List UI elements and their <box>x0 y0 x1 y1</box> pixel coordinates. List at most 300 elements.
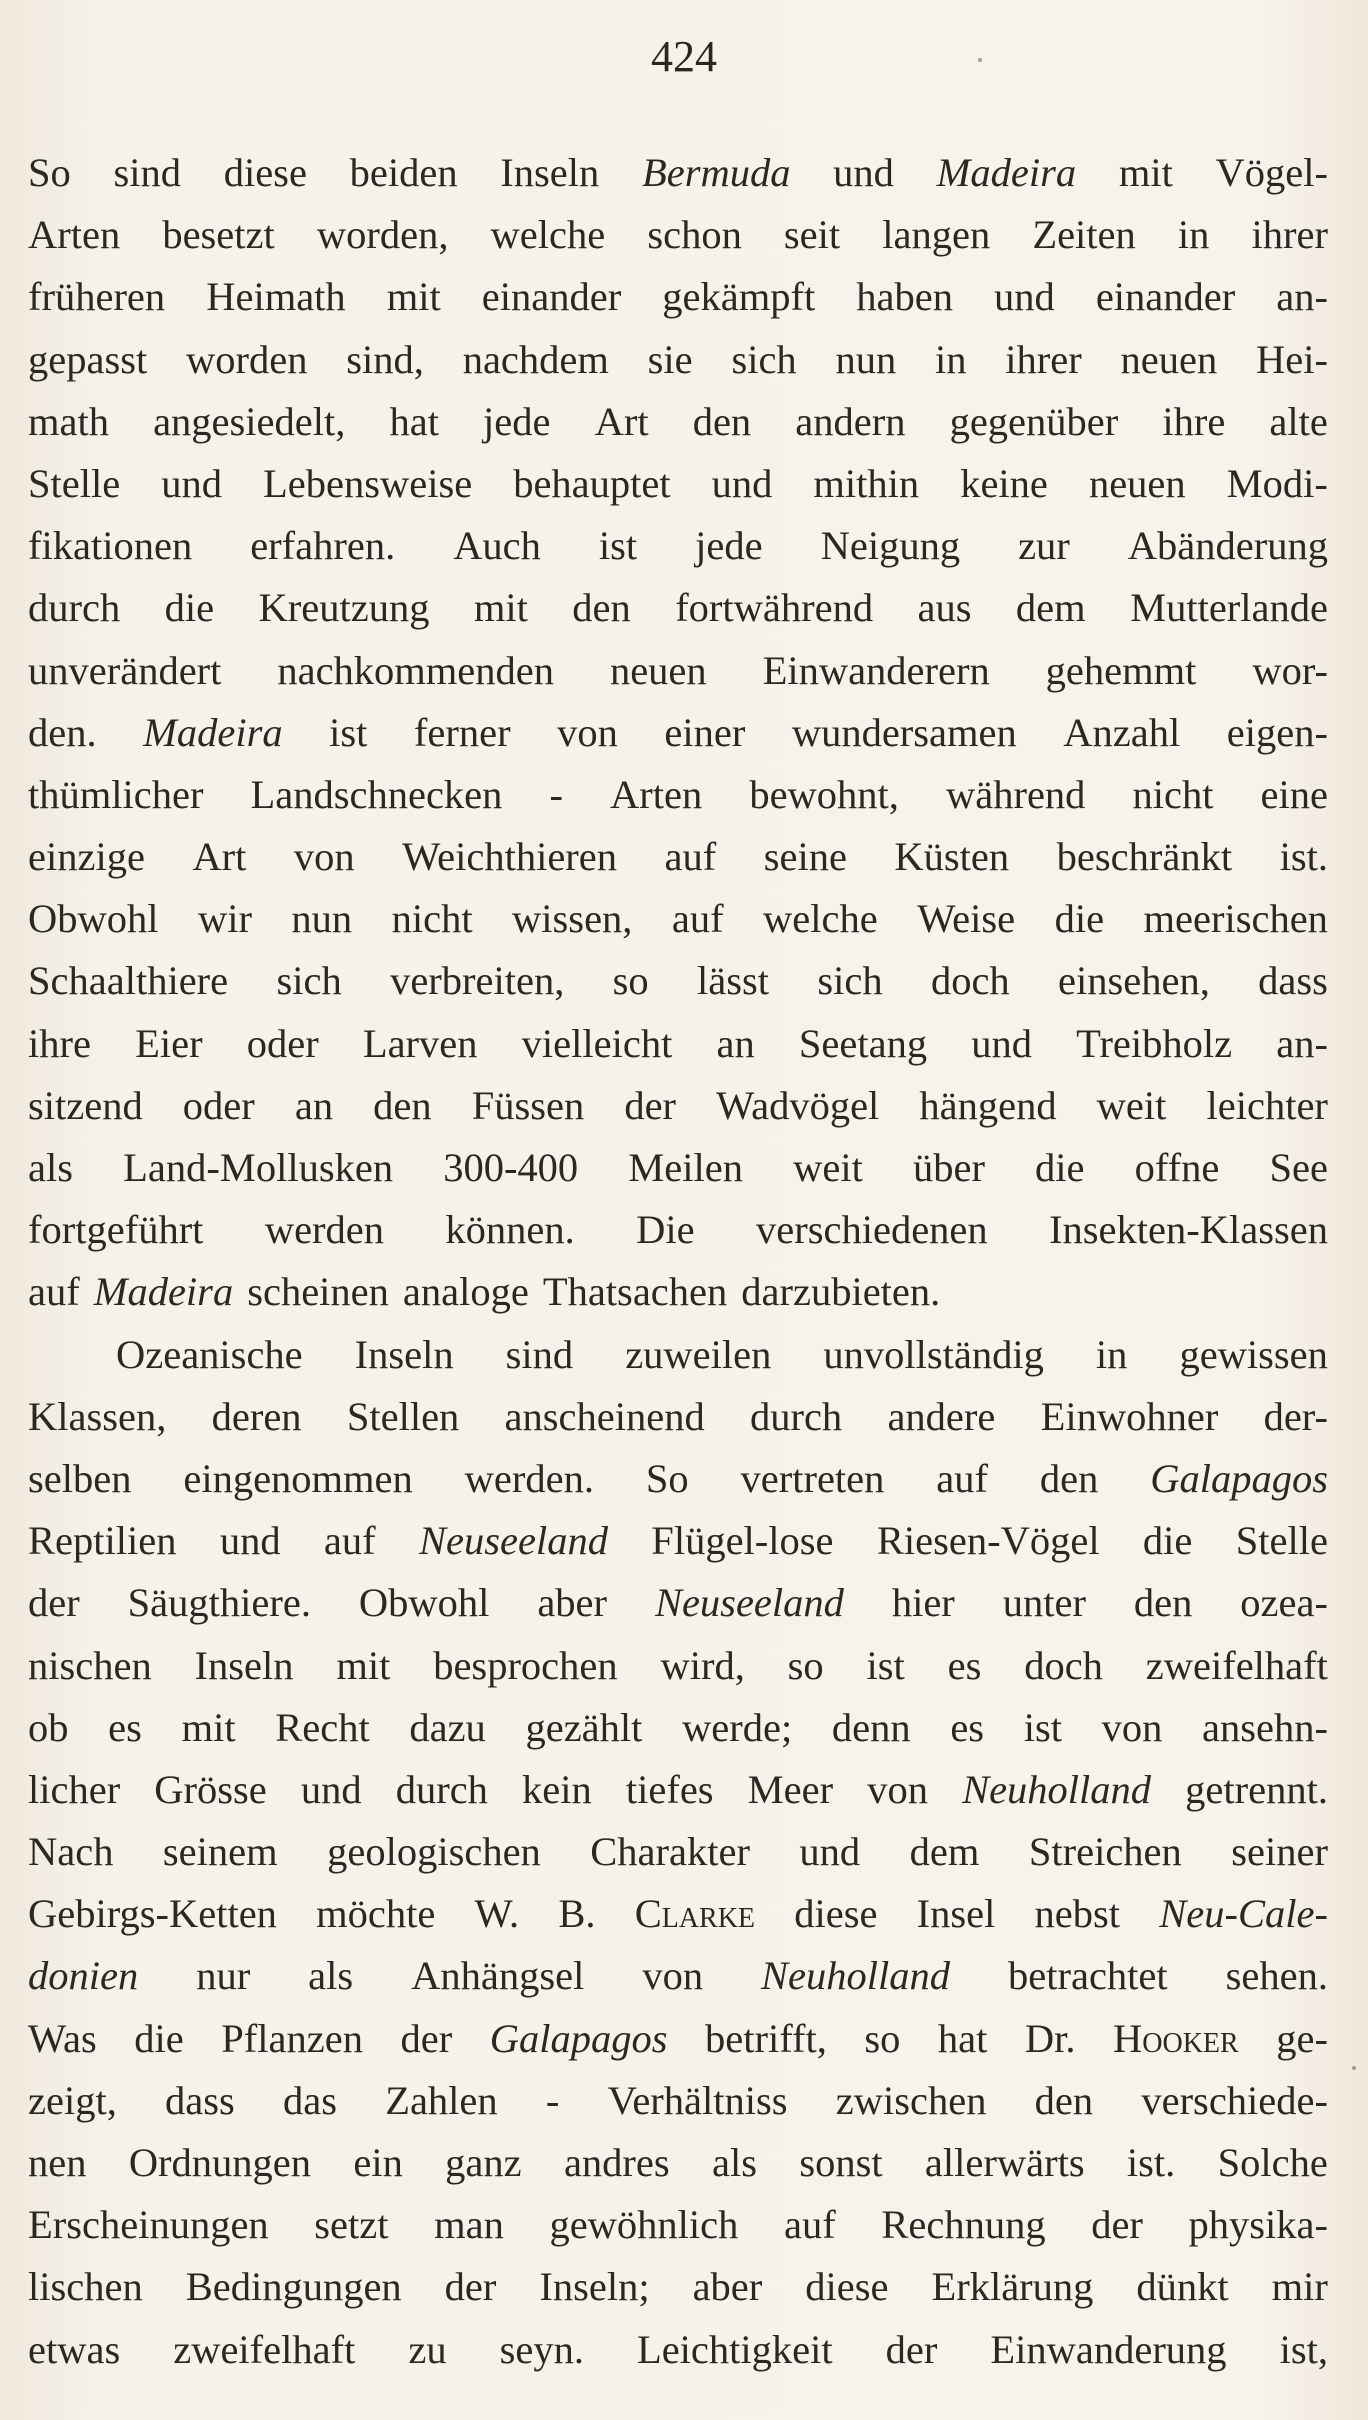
ink-speck <box>1352 2066 1356 2070</box>
word: einsehen, <box>1058 958 1210 1004</box>
word: Ordnungen <box>128 2140 312 2185</box>
text-line <box>28 515 1328 577</box>
word: ob <box>28 1704 69 1750</box>
italic-word: donien <box>28 1953 139 1999</box>
text-line <box>28 1510 1328 1572</box>
word: diese <box>223 150 307 195</box>
word: über <box>912 1145 985 1190</box>
word: diese <box>794 1891 878 1937</box>
word: tiefes <box>625 1766 714 1812</box>
word: analoge <box>402 1269 529 1315</box>
word: den <box>373 1082 432 1128</box>
word: nur <box>196 1953 251 1999</box>
italic-word: Neuholland <box>962 1766 1152 1812</box>
word: ist, <box>1279 2326 1328 2372</box>
word: Landschnecken <box>250 771 503 817</box>
text-line <box>28 1386 1328 1448</box>
word: an <box>294 1082 334 1128</box>
word: nun <box>835 336 897 382</box>
word: betrifft, <box>704 2015 827 2061</box>
word: werde; <box>682 1704 793 1750</box>
word: So <box>645 1455 689 1501</box>
word: einander <box>481 274 622 320</box>
word: Inseln <box>354 1331 454 1377</box>
word: mit <box>181 1704 236 1750</box>
text-line <box>28 2319 1328 2381</box>
word: nachkommenden <box>277 647 555 693</box>
word: Art <box>192 834 247 880</box>
word: deren <box>211 1393 302 1439</box>
word: wundersamen <box>791 709 1017 755</box>
word: 300-400 <box>443 1145 579 1190</box>
word: sie <box>647 336 693 382</box>
italic-word: Madeira <box>93 1269 234 1315</box>
word: oder <box>246 1020 319 1066</box>
text-line <box>28 1883 1328 1945</box>
word: - <box>549 771 563 817</box>
word: Mutterlande <box>1130 585 1328 631</box>
word: Solche <box>1217 2140 1328 2185</box>
word: nun <box>291 896 353 942</box>
word: etwas <box>28 2326 121 2372</box>
word: es <box>108 1704 142 1750</box>
word: beschränkt <box>1056 834 1233 880</box>
word: gegenüber <box>949 398 1119 444</box>
word: an- <box>1276 1020 1328 1066</box>
word: Recht <box>275 1704 370 1750</box>
word: während <box>945 771 1086 817</box>
word: Weise <box>917 896 1016 942</box>
word: andere <box>887 1393 996 1439</box>
word: Weichthieren <box>402 834 618 880</box>
word: nebst <box>1034 1891 1121 1937</box>
text-line <box>28 1261 1328 1323</box>
word: sich <box>731 336 797 382</box>
word: Erscheinungen <box>28 2202 269 2248</box>
word: Was <box>28 2015 97 2061</box>
word: mit <box>336 1642 391 1688</box>
word: mit <box>473 585 528 631</box>
word: ist. <box>1126 2140 1176 2185</box>
word: und <box>971 1020 1032 1066</box>
word: darzubieten. <box>741 1269 941 1315</box>
word: Auch <box>453 523 541 569</box>
word: langen <box>882 212 991 258</box>
word: Neigung <box>820 523 961 569</box>
text-line <box>28 950 1328 1012</box>
word: gekämpft <box>662 274 816 320</box>
text-line <box>28 1075 1328 1137</box>
word: Pflanzen <box>221 2015 363 2061</box>
word: ferner <box>413 709 511 755</box>
word: selben <box>28 1455 132 1501</box>
word: ganz <box>445 2140 522 2185</box>
word: Kreutzung <box>258 585 430 631</box>
word: dem <box>1015 585 1086 631</box>
word: einer <box>664 709 746 755</box>
word: doch <box>1024 1642 1103 1688</box>
word: aber <box>692 2264 763 2310</box>
word: leichter <box>1206 1082 1328 1128</box>
text-line <box>28 2008 1328 2070</box>
italic-word: Madeira <box>936 150 1077 195</box>
word: jede <box>695 523 763 569</box>
word: mit <box>1118 150 1173 195</box>
word: Heimath <box>206 274 346 320</box>
word: können. <box>445 1207 575 1253</box>
word: zweifelhaft <box>1145 1642 1328 1688</box>
word: wir <box>197 896 252 942</box>
word: der <box>885 2326 938 2372</box>
word: der- <box>1263 1393 1328 1439</box>
word: Einwanderern <box>762 647 990 693</box>
word: mit <box>386 274 441 320</box>
word: früheren <box>28 274 166 320</box>
word: und <box>994 274 1055 320</box>
italic-word: Galapagos <box>489 2015 668 2061</box>
word: Hei- <box>1256 336 1328 382</box>
word: Flügel-lose <box>651 1518 834 1564</box>
word: den <box>692 398 752 444</box>
word: Art <box>594 398 649 444</box>
body-text <box>28 142 1328 2381</box>
word: behauptet <box>513 460 671 506</box>
word: andern <box>795 398 906 444</box>
word: fortgeführt <box>28 1207 204 1253</box>
text-line <box>28 577 1328 639</box>
text-line <box>28 1013 1328 1075</box>
word: geologischen <box>327 1829 541 1875</box>
word: hat <box>389 398 439 444</box>
word: zu <box>408 2326 447 2372</box>
word: ihre <box>28 1020 91 1066</box>
word: Treibholz <box>1076 1020 1233 1066</box>
word: nen <box>28 2140 87 2185</box>
word: allerwärts <box>924 2140 1085 2185</box>
word: auf <box>671 896 724 942</box>
word: bewohnt, <box>749 771 899 817</box>
word: vielleicht <box>521 1020 673 1066</box>
text-line <box>28 2132 1328 2194</box>
word: von <box>293 834 355 880</box>
word: thümlicher <box>28 771 204 817</box>
word: Obwohl <box>358 1580 490 1626</box>
word: Stelle <box>1235 1518 1328 1564</box>
word: Bedingungen <box>185 2264 402 2310</box>
word: auf <box>784 2202 836 2248</box>
word: ge- <box>1276 2015 1328 2061</box>
word: unvollständig <box>823 1331 1044 1377</box>
word: sonst <box>799 2140 883 2185</box>
word: angesiedelt, <box>153 398 346 444</box>
italic-word: Neuseeland <box>418 1518 608 1564</box>
word: Charakter <box>590 1829 750 1875</box>
word: eingenommen <box>183 1455 413 1501</box>
text-line <box>28 702 1328 764</box>
text-line <box>28 329 1328 391</box>
text-line <box>28 826 1328 888</box>
word: so <box>864 2015 901 2061</box>
word: seit <box>783 212 841 258</box>
word: Modi- <box>1226 460 1328 506</box>
word: die <box>1035 1145 1085 1190</box>
word: gezählt <box>525 1704 643 1750</box>
word: der <box>28 1580 80 1626</box>
word: wor- <box>1252 647 1328 693</box>
word: beiden <box>349 150 458 195</box>
word: von <box>867 1766 928 1812</box>
word: Schaalthiere <box>28 958 229 1004</box>
word: seinem <box>162 1829 278 1875</box>
word: lässt <box>697 958 770 1004</box>
word: diese <box>805 2264 889 2310</box>
word: Larven <box>362 1020 478 1066</box>
text-line <box>28 2194 1328 2256</box>
word: weit <box>1096 1082 1167 1128</box>
text-line <box>28 640 1328 702</box>
word: ist <box>329 709 368 755</box>
word: Inseln <box>194 1642 294 1688</box>
word: sind <box>505 1331 574 1377</box>
word: getrennt. <box>1185 1766 1328 1812</box>
italic-word: Bermuda <box>641 150 791 195</box>
word: verbreiten, <box>390 958 565 1004</box>
word: möchte <box>316 1891 436 1937</box>
word: von <box>642 1953 704 1999</box>
word: an- <box>1276 274 1328 320</box>
word: Reptilien <box>28 1518 177 1564</box>
word: Stelle <box>28 460 121 506</box>
word: neuen <box>609 647 707 693</box>
word: worden <box>186 336 308 382</box>
word: Einwohner <box>1040 1393 1219 1439</box>
word: verschiedenen <box>756 1207 988 1253</box>
word: eigen- <box>1226 709 1328 755</box>
word: Klassen, <box>28 1393 167 1439</box>
word: Küsten <box>894 834 1010 880</box>
word: Wadvögel <box>716 1082 880 1128</box>
word: gewissen <box>1179 1331 1328 1377</box>
word: von <box>1101 1704 1163 1750</box>
word: ein <box>353 2140 403 2185</box>
word: anscheinend <box>504 1393 705 1439</box>
word: die <box>1142 1518 1193 1564</box>
word: gewöhnlich <box>549 2202 739 2248</box>
word: ist <box>866 1642 905 1688</box>
word: So <box>28 150 71 195</box>
word: kein <box>522 1766 592 1812</box>
word: aber <box>537 1580 608 1626</box>
word: nicht <box>391 896 473 942</box>
word: Säugthiere. <box>127 1580 311 1626</box>
word: und <box>161 460 222 506</box>
word: einzige <box>28 834 145 880</box>
word: Erklärung <box>931 2264 1094 2310</box>
word: den <box>1039 1455 1099 1501</box>
word: durch <box>395 1766 488 1812</box>
word: neuen <box>1088 460 1186 506</box>
word: zuweilen <box>625 1331 772 1377</box>
word: Lebensweise <box>263 460 473 506</box>
word: auf <box>28 1269 80 1315</box>
word: der <box>400 2015 453 2061</box>
word: hat <box>937 2015 988 2061</box>
word: offne <box>1134 1145 1220 1190</box>
word: Grösse <box>154 1766 267 1812</box>
italic-word: Neu-Cale- <box>1159 1891 1328 1937</box>
word: erfahren. <box>250 523 396 569</box>
word: durch <box>28 585 121 631</box>
text-line <box>28 888 1328 950</box>
word: Arten <box>610 771 703 817</box>
word: oder <box>182 1082 255 1128</box>
word: welche <box>763 896 878 942</box>
word: so <box>787 1642 824 1688</box>
text-line <box>28 2070 1328 2132</box>
word: See <box>1269 1145 1328 1190</box>
word: dass <box>165 2077 235 2123</box>
word: Zeiten <box>1032 212 1136 258</box>
word: keine <box>960 460 1048 506</box>
word: haben <box>856 274 953 320</box>
word: Verhältniss <box>607 2077 788 2123</box>
word: Nach <box>28 1829 114 1875</box>
word: ozea- <box>1240 1580 1328 1626</box>
word: Rechnung <box>881 2202 1046 2248</box>
word: Eier <box>135 1020 203 1066</box>
word: die <box>1054 896 1105 942</box>
word: alte <box>1269 398 1328 444</box>
word: ihrer <box>1251 212 1328 258</box>
word: lischen <box>28 2264 143 2310</box>
italic-word: Galapagos <box>1150 1455 1328 1501</box>
text-line <box>28 1821 1328 1883</box>
text-line <box>28 1137 1328 1199</box>
word: sind, <box>346 336 424 382</box>
word: dass <box>1258 958 1328 1004</box>
word: den. <box>28 709 97 755</box>
word: und <box>833 150 894 195</box>
word: Leichtigkeit <box>636 2326 833 2372</box>
word: Abänderung <box>1127 523 1328 569</box>
word: unter <box>1002 1580 1086 1626</box>
word: Einwanderung <box>990 2326 1227 2372</box>
word: meerischen <box>1143 896 1328 942</box>
word: Obwohl <box>28 896 159 942</box>
word: von <box>557 709 618 755</box>
text-line <box>28 1697 1328 1759</box>
word: einander <box>1095 274 1236 320</box>
word: so <box>612 958 649 1004</box>
text-line <box>28 1448 1328 1510</box>
word: als <box>28 1145 73 1190</box>
word: scheinen <box>247 1269 389 1315</box>
word: licher <box>28 1766 121 1812</box>
word: sehen. <box>1225 1953 1328 1999</box>
word: Anhängsel <box>411 1953 585 1999</box>
page-number: 424 <box>651 32 717 81</box>
word: - <box>545 2077 560 2123</box>
word: aus <box>917 585 972 631</box>
word: in <box>1095 1331 1128 1377</box>
word: Dr. <box>1024 2015 1076 2061</box>
word: sich <box>817 958 883 1004</box>
word: gehemmt <box>1045 647 1197 693</box>
word: als <box>308 1953 354 1999</box>
word: seine <box>763 834 847 880</box>
text-line <box>28 1324 1328 1386</box>
word: doch <box>930 958 1010 1004</box>
word: und <box>799 1829 861 1875</box>
word: Meer <box>747 1766 834 1812</box>
word: der <box>1091 2202 1143 2248</box>
word: sitzend <box>28 1082 143 1128</box>
word: gepasst <box>28 336 148 382</box>
word: den <box>1133 1580 1193 1626</box>
word: als <box>711 2140 757 2185</box>
text-line <box>28 453 1328 515</box>
word: eine <box>1260 771 1328 817</box>
word: welche <box>490 212 606 258</box>
word: Streichen <box>1028 1829 1182 1875</box>
word: Gebirgs-Ketten <box>28 1891 277 1937</box>
word: fikationen <box>28 523 193 569</box>
word: auf <box>664 834 717 880</box>
word: nicht <box>1132 771 1214 817</box>
word: Anzahl <box>1063 709 1181 755</box>
word: andres <box>563 2140 670 2185</box>
word: mir <box>1271 2264 1328 2310</box>
word: ist <box>598 523 638 569</box>
word: Insekten-Klassen <box>1049 1207 1328 1253</box>
word: ist <box>1023 1704 1062 1750</box>
word: die <box>134 2015 184 2061</box>
word: und <box>219 1518 281 1564</box>
word: Insel <box>916 1891 996 1937</box>
text-line <box>28 1572 1328 1634</box>
text-line <box>28 142 1328 204</box>
italic-word: Madeira <box>143 709 283 755</box>
word: werden <box>264 1207 385 1253</box>
word: in <box>1177 212 1210 258</box>
word: denn <box>831 1704 911 1750</box>
word: der <box>444 2264 497 2310</box>
word: durch <box>749 1393 843 1439</box>
word: setzt <box>314 2202 389 2248</box>
word: das <box>283 2077 337 2123</box>
smallcaps-name: Hooker <box>1113 2015 1239 2061</box>
smallcaps-name: Clarke <box>634 1891 756 1937</box>
text-line <box>28 764 1328 826</box>
word: jede <box>483 398 551 444</box>
word: und <box>711 460 773 506</box>
word: hier <box>891 1580 955 1626</box>
word: verschiede- <box>1141 2077 1328 2123</box>
word: Zahlen <box>385 2077 498 2123</box>
word: man <box>434 2202 504 2248</box>
word: auf <box>936 1455 988 1501</box>
word: wird, <box>660 1642 745 1688</box>
word: Füssen <box>471 1082 585 1128</box>
italic-word: Neuseeland <box>654 1580 844 1626</box>
word: dem <box>909 1829 980 1875</box>
text-line <box>28 1759 1328 1821</box>
text-line <box>28 1635 1328 1697</box>
word: Arten <box>28 212 121 258</box>
word: betrachtet <box>1008 1953 1168 1999</box>
text-line <box>28 2256 1328 2318</box>
word: auf <box>323 1518 376 1564</box>
